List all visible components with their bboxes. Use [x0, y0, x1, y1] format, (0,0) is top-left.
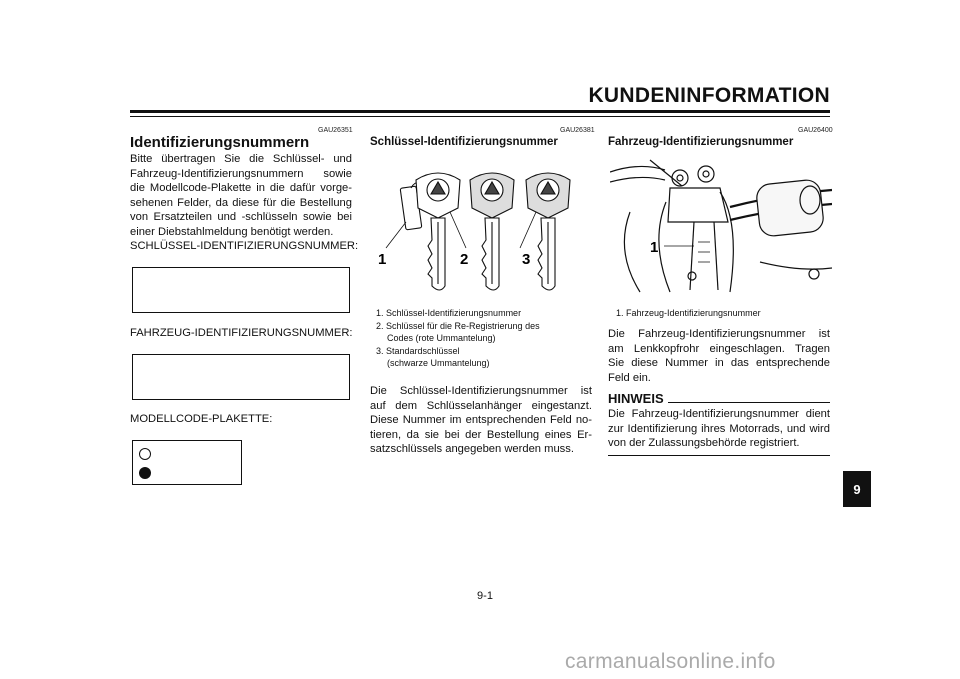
note-text: Die Fahrzeug-Identifizierungsnummer dient zur Identifizierung ihres Motorrads, und wird von der Zulassungsbehörde registriert.: [608, 408, 830, 449]
section-code: GAU26381: [560, 127, 595, 134]
legend-item: (schwarze Ummantelung): [387, 358, 490, 368]
watermark: carmanualsonline.info: [565, 650, 776, 673]
note-header: [608, 391, 830, 406]
key-number-label: SCHLÜSSEL-IDENTIFIZIERUNGSNUMMER:: [130, 240, 359, 252]
note-rule: [668, 402, 830, 403]
page-title: KUNDENINFORMATION: [588, 84, 830, 107]
model-code-box: [132, 440, 242, 485]
note-title: HINWEIS: [608, 391, 664, 406]
legend-item: 3. Standardschlüssel: [376, 345, 460, 356]
vin-legend: 1. Fahrzeug-Identifizierungsnummer: [616, 308, 761, 318]
key-number-box: [132, 267, 350, 313]
leader-line-2: [450, 212, 466, 248]
legend-item: 1. Schlüssel-Identifizierungsnummer: [376, 308, 522, 318]
key-3: [526, 173, 570, 290]
note-bottom-rule: [608, 455, 830, 456]
keys-legend: [376, 307, 591, 370]
section-heading: Fahrzeug-Identifizierungsnummer: [608, 136, 794, 148]
section-heading: Schlüssel-Identifizierungsnummer: [370, 136, 558, 148]
vin-paragraph: Die Fahrzeug-Identifizierungsnummer ist am Lenkkopfrohr eingeschlagen. Tragen Sie diese Nummer in das entsprechende Feld ein.: [608, 328, 830, 384]
key-2: [470, 173, 514, 290]
key-paragraph: Die Schlüssel-Identifizierungsnummer ist auf dem Schlüsselanhänger eingestanzt. Diese Nummer im entsprechenden Feld no- tieren, da sie bei der Bestellung eines Er- satzschlüssels angegeben werden muss.: [370, 385, 592, 455]
vehicle-number-box: [132, 354, 350, 400]
vehicle-number-label: FAHRZEUG-IDENTIFIZIERUNGSNUMMER:: [130, 327, 353, 339]
key-1: [416, 173, 460, 290]
intro-paragraph: Bitte übertragen Sie die Schlüssel- und Fahrzeug-Identifizierungsnummern sowie die Modellcode-Plakette in die dafür vorge- sehenen Felder, da diese für die Bestellung von Ersatzteilen und -schlüsseln sowie bei einer Diebstahlmeldung benötigt werden.: [130, 153, 352, 238]
callout-1: 1: [378, 251, 387, 268]
section-heading: Identifizierungsnummern: [130, 134, 310, 151]
legend-item: Codes (rote Ummantelung): [387, 333, 496, 343]
callout-1: 1: [650, 239, 659, 256]
filled-circle-icon: [139, 467, 151, 479]
leader-line-1: [386, 222, 406, 248]
page-number: 9-1: [477, 590, 493, 602]
steering-head-illustration: [610, 152, 832, 297]
callout-2: 2: [460, 251, 469, 268]
header-rule-thick: [130, 110, 830, 113]
keys-illustration: [370, 160, 592, 300]
model-code-label: MODELLCODE-PLAKETTE:: [130, 413, 273, 425]
open-circle-icon: [139, 448, 151, 460]
chapter-tab[interactable]: 9: [843, 471, 871, 507]
header-rule-thin: [130, 116, 830, 117]
frame-drawing: [610, 160, 832, 292]
section-code: GAU26400: [798, 127, 833, 134]
callout-3: 3: [522, 251, 531, 268]
legend-item: 2. Schlüssel für die Re-Registrierung des: [376, 320, 540, 331]
leader-line-3: [520, 212, 536, 248]
section-code: GAU26351: [318, 127, 353, 134]
